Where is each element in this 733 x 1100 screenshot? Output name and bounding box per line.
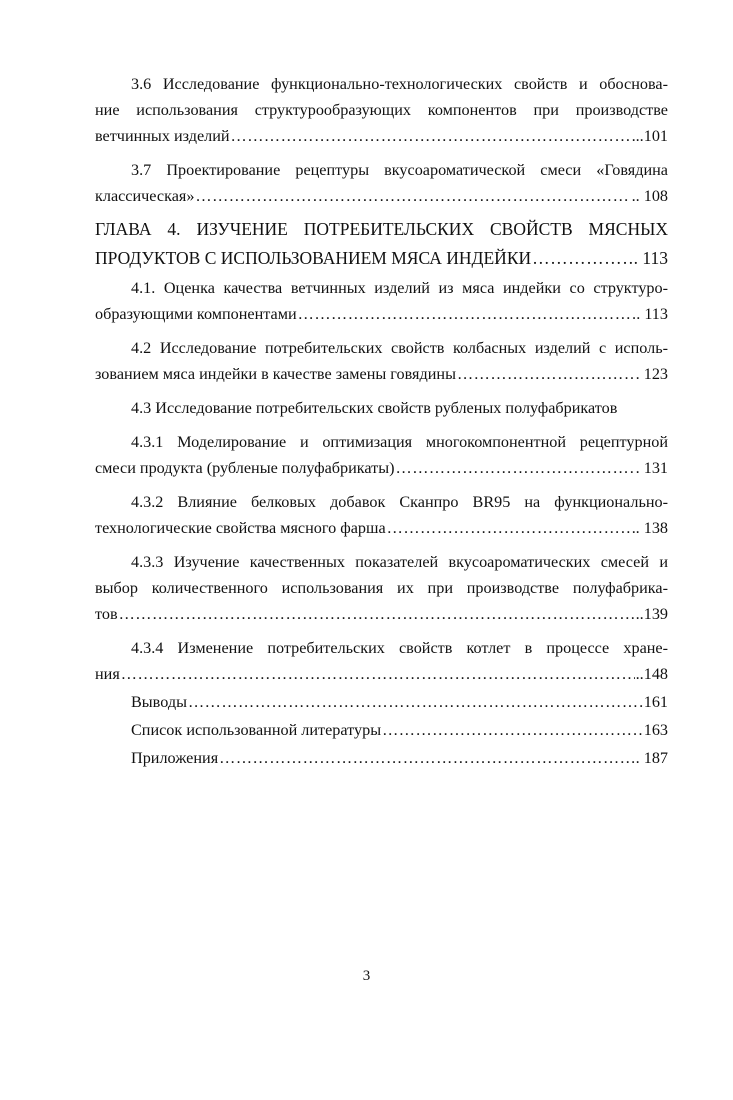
toc-leader-line	[95, 183, 668, 209]
toc-entry-text: образующими компонентами	[95, 305, 297, 323]
toc-leader-line	[95, 455, 668, 481]
toc-entry-text: ветчинных изделий	[95, 127, 230, 145]
toc-leader-line	[95, 661, 668, 687]
toc-page-number: . 187	[635, 749, 668, 767]
dot-leader	[396, 455, 635, 481]
toc-entry-text: ние использования структурообразующих компонентов при производстве	[95, 101, 668, 119]
toc-leader-line	[95, 601, 668, 627]
dot-leader	[219, 745, 634, 771]
toc-entry-text: 4.3.4 Изменение потребительских свойств котлет в процессе хране-	[131, 639, 668, 657]
toc-entry-4-2[interactable]	[95, 335, 668, 387]
toc-page-number: . 113	[633, 248, 668, 268]
toc-leader-line	[95, 745, 668, 771]
toc-page-number: 161	[643, 693, 668, 711]
toc-entry-references[interactable]	[95, 717, 668, 743]
toc-page-number: . 138	[635, 519, 668, 537]
toc-page-number: . 131	[635, 459, 668, 477]
toc-entry-4-3-1[interactable]	[95, 429, 668, 481]
toc-leader-line	[95, 301, 668, 327]
toc-page-number: ..139	[635, 605, 668, 623]
toc-page-number: . 113	[636, 305, 668, 323]
toc-entry-3-7[interactable]	[95, 157, 668, 209]
toc-chapter-title: ПРОДУКТОВ С ИСПОЛЬЗОВАНИЕМ МЯСА ИНДЕЙКИ	[95, 248, 532, 268]
dot-leader	[298, 301, 636, 327]
toc-entry-text: классическая»	[95, 187, 195, 205]
toc-entry-text: Приложения	[131, 749, 219, 767]
toc-entry-3-6[interactable]	[95, 71, 668, 149]
toc-leader-line	[95, 689, 668, 715]
toc-entry-appendices[interactable]	[95, 745, 668, 771]
toc-leader-line	[95, 361, 668, 387]
toc-page-number: ..148	[635, 665, 668, 683]
toc-leader-line	[95, 515, 668, 541]
toc-page-number: . 123	[635, 365, 668, 383]
toc-entry-4-3[interactable]	[95, 395, 668, 421]
toc-entry-4-3-4[interactable]	[95, 635, 668, 687]
toc-page-number: .. 108	[631, 187, 668, 205]
toc-entry-text: выбор количественного использования их при производстве полуфабрика-	[95, 579, 668, 597]
toc-entry-text: Выводы	[131, 693, 187, 711]
toc-chapter-title: ГЛАВА 4. ИЗУЧЕНИЕ ПОТРЕБИТЕЛЬСКИХ СВОЙСТВ МЯСНЫХ	[95, 219, 668, 239]
dot-leader	[119, 601, 635, 627]
toc-entry-4-1[interactable]	[95, 275, 668, 327]
dot-leader	[231, 123, 635, 149]
toc-entry-text: тов	[95, 605, 118, 623]
toc-leader-line	[95, 717, 668, 743]
toc-entry-text: 4.2 Исследование потребительских свойств колбасных изделий с исполь-	[131, 339, 668, 357]
toc-entry-text: ния	[95, 665, 120, 683]
dot-leader	[188, 689, 643, 715]
toc-entry-text: смеси продукта (рубленые полуфабрикаты)	[95, 459, 395, 477]
toc-entry-conclusions[interactable]	[95, 689, 668, 715]
dot-leader	[382, 717, 643, 743]
toc-entry-text: 4.3.3 Изучение качественных показателей вкусоароматических смесей и	[131, 553, 668, 571]
dot-leader	[532, 244, 633, 273]
toc-entry-text: 4.3 Исследование потребительских свойств рубленых полуфабрикатов	[131, 399, 618, 417]
dot-leader	[195, 183, 630, 209]
toc-entry-4-3-2[interactable]	[95, 489, 668, 541]
toc-page-number: 163	[643, 721, 668, 739]
toc-page-number: ..101	[635, 127, 668, 145]
table-of-contents	[95, 71, 668, 771]
toc-leader-line	[95, 123, 668, 149]
toc-entry-text: 4.1. Оценка качества ветчинных изделий из мяса индейки со структуро-	[131, 279, 668, 297]
dot-leader	[121, 661, 635, 687]
dot-leader	[457, 361, 635, 387]
toc-entry-text: 4.3.2 Влияние белковых добавок Сканпро BR95 на функционально-	[131, 493, 668, 511]
page-number: 3	[362, 968, 371, 984]
toc-entry-4-3-3[interactable]	[95, 549, 668, 627]
toc-entry-text: Список использованной литературы	[131, 721, 382, 739]
toc-chapter-4[interactable]	[95, 215, 668, 273]
toc-leader-line	[95, 244, 668, 273]
toc-entry-text: зованием мяса индейки в качестве замены говядины	[95, 365, 456, 383]
dot-leader	[387, 515, 635, 541]
toc-entry-text: 3.7 Проектирование рецептуры вкусоароматической смеси «Говядина	[131, 161, 668, 179]
toc-entry-text: 4.3.1 Моделирование и оптимизация многокомпонентной рецептурной	[131, 433, 668, 451]
toc-entry-text: 3.6 Исследование функционально-технологических свойств и обоснова-	[131, 75, 668, 93]
toc-entry-text: технологические свойства мясного фарша	[95, 519, 386, 537]
